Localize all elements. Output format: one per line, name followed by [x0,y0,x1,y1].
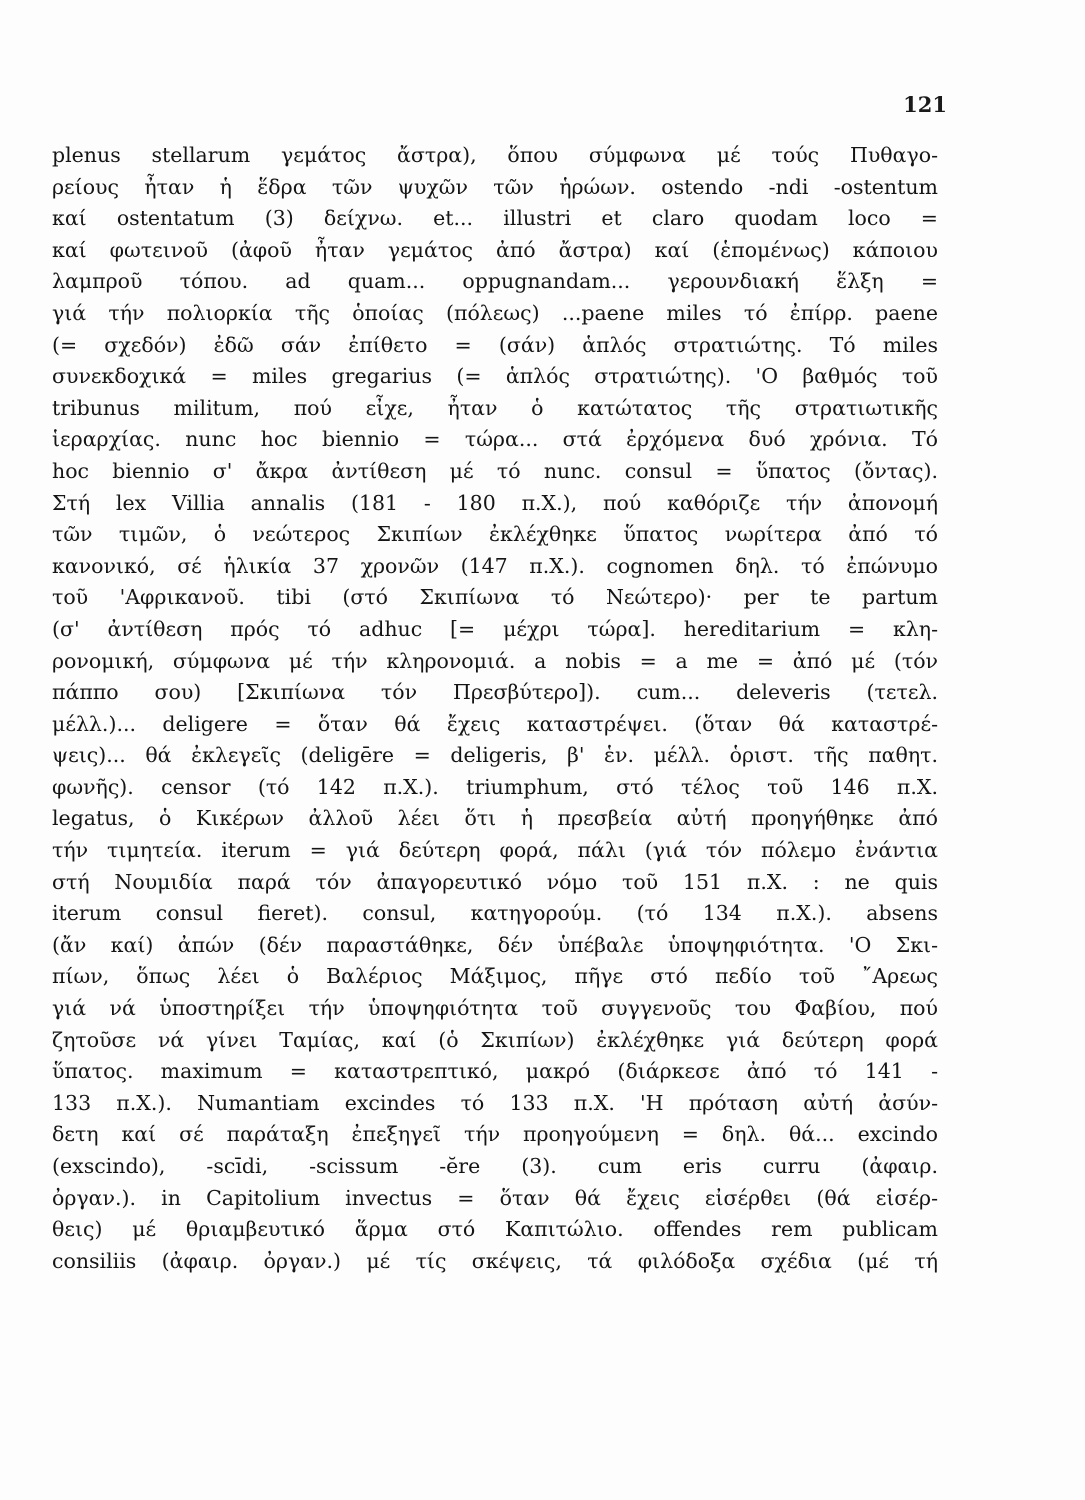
text-line: κανονικό, σέ ἡλικία 37 χρονῶν (147 π.Χ.). cognomen δηλ. τό ἐπώνυμο [52,553,938,578]
text-line: (ἄν καί) ἀπών (δέν παραστάθηκε, δέν ὑπέβαλε ὑποψηφιότητα. 'Ο Σκι- [52,932,938,957]
text-line: (exscindo), -scīdi, -scissum -ĕre (3). cum eris curru (ἀφαιρ. [52,1154,938,1178]
text-line: πίων, ὅπως λέει ὁ Βαλέριος Μάξιμος, πῆγε στό πεδίο τοῦ ῎Αρεως [52,964,938,989]
text-line: iterum consul fieret). consul, κατηγορούμ. (τό 134 π.Χ.). absens [52,901,938,926]
text-line: τοῦ 'Αφρικανοῦ. tibi (στό Σκιπίωνα τό Νεώτερο)· per te partum [52,585,938,610]
text-line: tribunus militum, πού εἶχε, ἦταν ὁ κατώτατος τῆς στρατιωτικῆς [52,395,938,420]
text-line: ψεις)... θά ἐκλεγεῖς (deligēre = deligeris, β' ἑν. μέλλ. ὁριστ. τῆς παθητ. [52,743,938,768]
text-line: τῶν τιμῶν, ὁ νεώτερος Σκιπίων ἐκλέχθηκε ὕπατος νωρίτερα ἀπό τό [52,522,938,547]
text-line: μέλλ.)... deligere = ὅταν θά ἔχεις καταστρέψει. (ὅταν θά καταστρέ- [52,711,938,736]
text-line: legatus, ὁ Κικέρων ἀλλοῦ λέει ὅτι ἡ πρεσβεία αὐτή προηγήθηκε ἀπό [52,806,938,831]
text-line: plenus stellarum γεμάτος ἄστρα), ὅπου σύμφωνα μέ τούς Πυθαγο- [52,143,938,167]
text-line: στή Νουμιδία παρά τόν ἀπαγορευτικό νόμο τοῦ 151 π.Χ. : ne quis [52,869,938,894]
text-line: τήν τιμητεία. iterum = γιά δεύτερη φορά, πάλι (γιά τόν πόλεμο ἐνάντια [52,838,938,863]
page-number: 121 [903,92,947,117]
text-line: ζητοῦσε νά γίνει Ταμίας, καί (ὁ Σκιπίων) ἐκλέχθηκε γιά δεύτερη φορά [52,1027,938,1052]
text-line: καί φωτεινοῦ (ἀφοῦ ἦταν γεμάτος ἀπό ἄστρα) καί (ἑπομένως) κάποιου [52,237,938,262]
text-line: γιά νά ὑποστηρίξει τήν ὑποψηφιότητα τοῦ συγγενοῦς του Φαβίου, πού [52,996,938,1021]
text-line: καί ostentatum (3) δείχνω. et... illustri et claro quodam loco = [52,206,938,231]
text-line: δετη καί σέ παράταξη ἐπεξηγεῖ τήν προηγούμενη = δηλ. θά... excindo [52,1122,938,1147]
text-line: φωνῆς). censor (τό 142 π.Χ.). triumphum, στό τέλος τοῦ 146 π.Χ. [52,774,938,799]
text-line: (σ' ἀντίθεση πρός τό adhuc [= μέχρι τώρα]. hereditarium = κλη- [52,616,938,641]
text-line: ἱεραρχίας. nunc hoc biennio = τώρα... στά ἐρχόμενα δυό χρόνια. Τό [52,427,938,452]
body-text [52,140,938,1277]
text-line: ὀργαν.). in Capitolium invectus = ὅταν θά ἔχεις εἰσέρθει (θά εἰσέρ- [52,1185,938,1210]
text-line: συνεκδοχικά = miles gregarius (= ἁπλός στρατιώτης). 'Ο βαθμός τοῦ [52,364,938,389]
text-line: θεις) μέ θριαμβευτικό ἅρμα στό Καπιτώλιο. offendes rem publicam [52,1217,938,1242]
text-line: λαμπροῦ τόπου. ad quam... oppugnandam... γερουνδιακή ἕλξη = [52,269,938,294]
text-line: 133 π.Χ.). Numantiam excindes τό 133 π.Χ. 'Η πρόταση αὐτή ἀσύν- [52,1090,938,1115]
text-line: consiliis (ἀφαιρ. ὀργαν.) μέ τίς σκέψεις, τά φιλόδοξα σχέδια (μέ τή [52,1248,938,1273]
text-line: πάππο σου) [Σκιπίωνα τόν Πρεσβύτερο]). cum... deleveris (τετελ. [52,680,938,705]
text-line: hoc biennio σ' ἄκρα ἀντίθεση μέ τό nunc. consul = ὕπατος (ὄντας). [52,458,938,483]
text-line: (= σχεδόν) ἐδῶ σάν ἐπίθετο = (σάν) ἁπλός στρατιώτης. Τό miles [52,332,938,357]
text-line: Στή lex Villia annalis (181 - 180 π.Χ.), πού καθόριζε τήν ἀπονομή [52,490,938,515]
text-line: γιά τήν πολιορκία τῆς ὁποίας (πόλεως) ...paene miles τό ἐπίρρ. paene [52,300,938,325]
text-line: ρείους ἦταν ἡ ἕδρα τῶν ψυχῶν τῶν ἡρώων. ostendo -ndi -ostentum [52,174,938,199]
text-line: ὕπατος. maximum = καταστρεπτικό, μακρό (διάρκεσε ἀπό τό 141 - [52,1059,938,1084]
text-line: ρονομική, σύμφωνα μέ τήν κληρονομιά. a nobis = a me = ἀπό μέ (τόν [52,648,938,673]
